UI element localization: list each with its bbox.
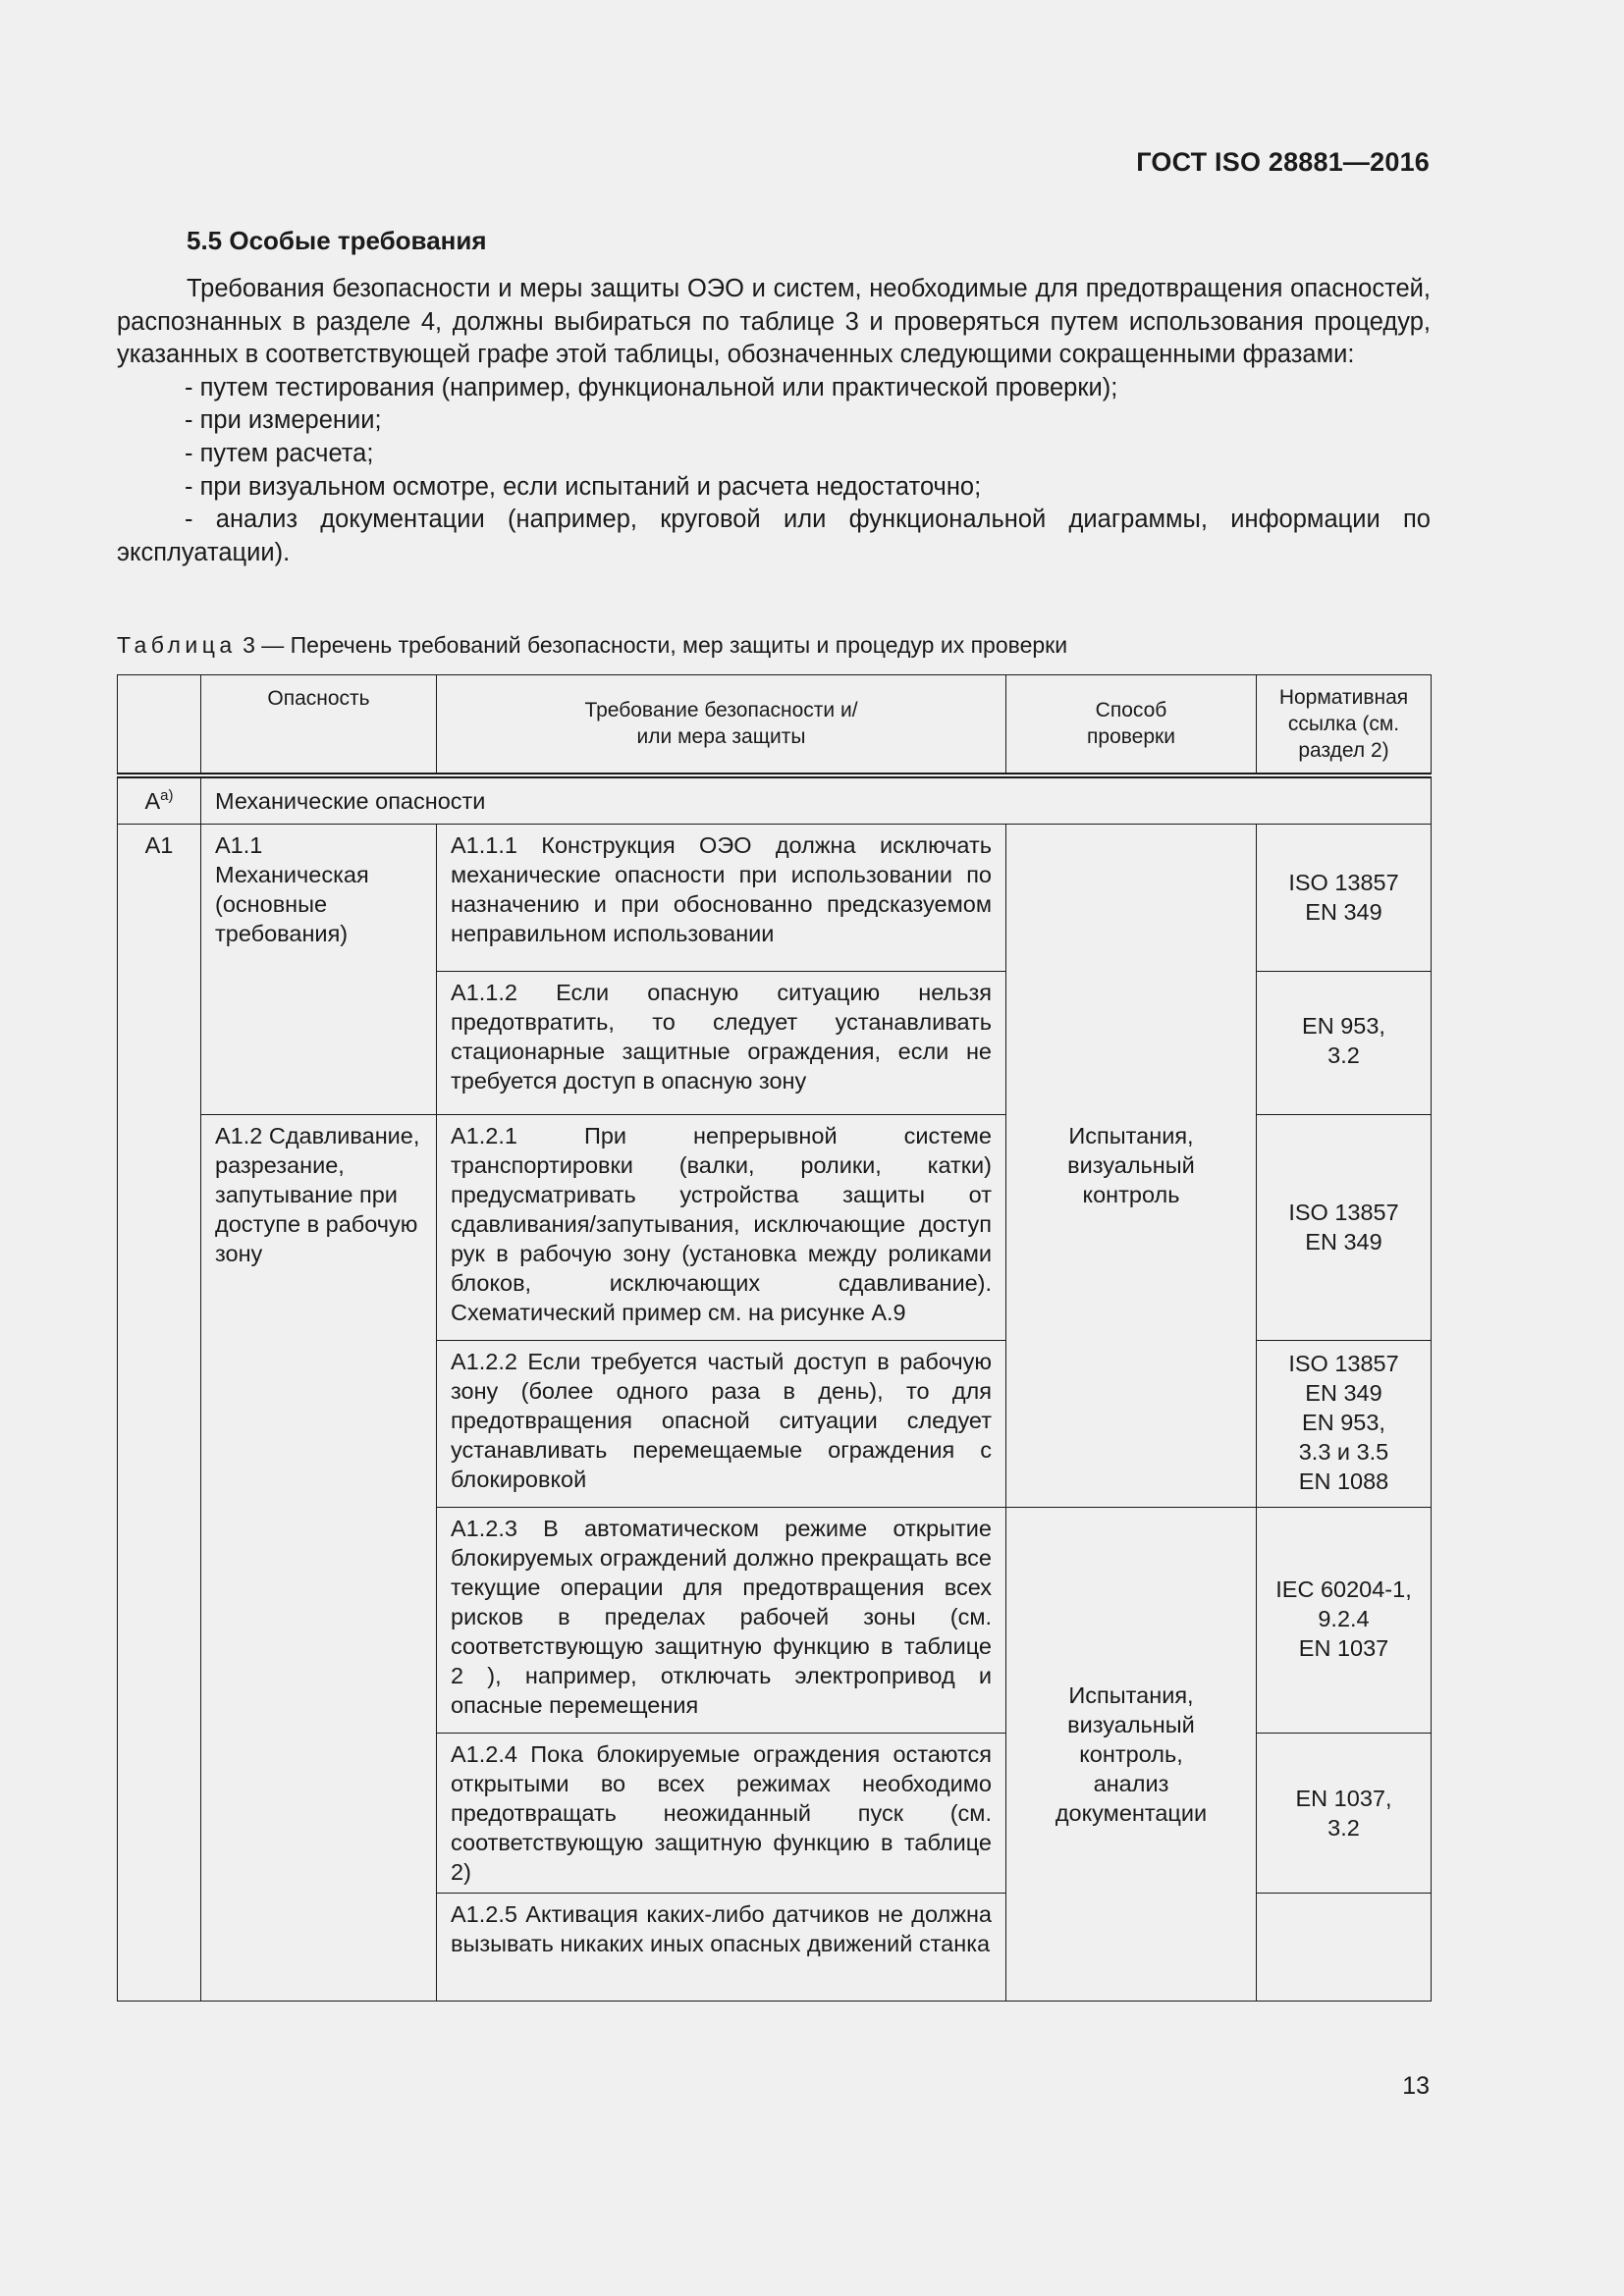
intro-paragraph: Требования безопасности и меры защиты ОЭО и систем, необходимые для предотвращения опасностей, распознанных в разделе 4, должны выбираться по таблице 3 и проверяться путем использования процедур, указанных в соответствующей графе этой таблицы, обозначенных следующими сокращенными фразами:: [117, 275, 1431, 369]
table-caption-label: Таблица: [117, 632, 237, 658]
reference-cell: ISO 13857 EN 349: [1257, 1114, 1432, 1340]
section-heading: 5.5 Особые требования: [187, 226, 487, 255]
requirement-cell: A1.2.4 Пока блокируемые ограждения остаются открытыми во всех режимах необходимо предотвращать неожиданный пуск (см. соответствующую защитную функцию в таблице 2): [437, 1733, 1006, 1893]
header-code: [118, 675, 201, 775]
table-caption-text: 3 — Перечень требований безопасности, мер защиты и процедур их проверки: [236, 632, 1068, 658]
table-header-row: [118, 675, 1432, 775]
bullet-list: [117, 372, 1431, 570]
requirement-cell: A1.2.1 При непрерывной системе транспортировки (валки, ролики, катки) предусматривать устройства защиты от сдавливания/запутывания, исключающие доступ рук в рабочую зону (установка между роликами блоков, исключающих сдавливание). Схематический пример см. на рисунке A.9: [437, 1114, 1006, 1340]
list-item: - при измерении;: [185, 406, 382, 435]
intro-text: [117, 273, 1431, 569]
header-method: Способ проверки: [1006, 675, 1257, 775]
requirement-cell: A1.2.2 Если требуется частый доступ в рабочую зону (более одного раза в день), то для предотвращения опасной ситуации следует устанавливать перемещаемые ограждения с блокировкой: [437, 1340, 1006, 1507]
requirements-table: [117, 674, 1432, 2002]
document-id: ГОСТ ISO 28881—2016: [1136, 147, 1430, 177]
table-row: [118, 824, 1432, 971]
method-cell: Испытания, визуальный контроль, анализ документации: [1006, 1507, 1257, 2001]
requirement-cell: A1.2.3 В автоматическом режиме открытие блокируемых ограждений должно прекращать все текущие операции для предотвращения всех рисков в пределах рабочей зоны (см. соответствующую защитную функцию в таблице 2 ), например, отключать электропривод и опасные перемещения: [437, 1507, 1006, 1733]
hazard-cell: A1.2 Сдавливание, разрезание, запутывание при доступе в рабочую зону: [201, 1114, 437, 2001]
table-caption: [117, 632, 1067, 659]
reference-cell: IEC 60204-1, 9.2.4 EN 1037: [1257, 1507, 1432, 1733]
list-item: - анализ документации (например, круговой или функциональной диаграммы, информации по эксплуатации).: [117, 506, 1431, 566]
section-title: Механические опасности: [201, 775, 1432, 825]
list-item: - путем расчета;: [185, 439, 374, 467]
list-item: - путем тестирования (например, функциональной или практической проверки);: [185, 373, 1118, 401]
method-cell: Испытания, визуальный контроль: [1006, 824, 1257, 1507]
reference-cell: [1257, 1893, 1432, 2001]
header-requirement: Требование безопасности и/или мера защиты: [437, 675, 1006, 775]
header-reference: Нормативная ссылка (см. раздел 2): [1257, 675, 1432, 775]
hazard-cell: A1.1 Механическая (основные требования): [201, 824, 437, 1114]
reference-cell: EN 953, 3.2: [1257, 971, 1432, 1114]
section-code: $A^{a)}$: [118, 775, 201, 825]
header-hazard: Опасность: [201, 675, 437, 775]
requirement-cell: A1.1.2 Если опасную ситуацию нельзя предотвратить, то следует устанавливать стационарные защитные ограждения, если не требуется доступ в опасную зону: [437, 971, 1006, 1114]
requirement-cell: A1.2.5 Активация каких-либо датчиков не должна вызывать никаких иных опасных движений станка: [437, 1893, 1006, 2001]
table-row: [118, 775, 1432, 825]
reference-cell: EN 1037, 3.2: [1257, 1733, 1432, 1893]
requirement-cell: A1.1.1 Конструкция ОЭО должна исключать механические опасности при использовании по назначению и при обоснованно предсказуемом неправильном использовании: [437, 824, 1006, 971]
group-code: A1: [118, 824, 201, 2001]
reference-cell: ISO 13857 EN 349 EN 953, 3.3 и 3.5 EN 1088: [1257, 1340, 1432, 1507]
page-number: 13: [1402, 2072, 1430, 2100]
reference-cell: ISO 13857 EN 349: [1257, 824, 1432, 971]
list-item: - при визуальном осмотре, если испытаний и расчета недостаточно;: [185, 472, 982, 501]
